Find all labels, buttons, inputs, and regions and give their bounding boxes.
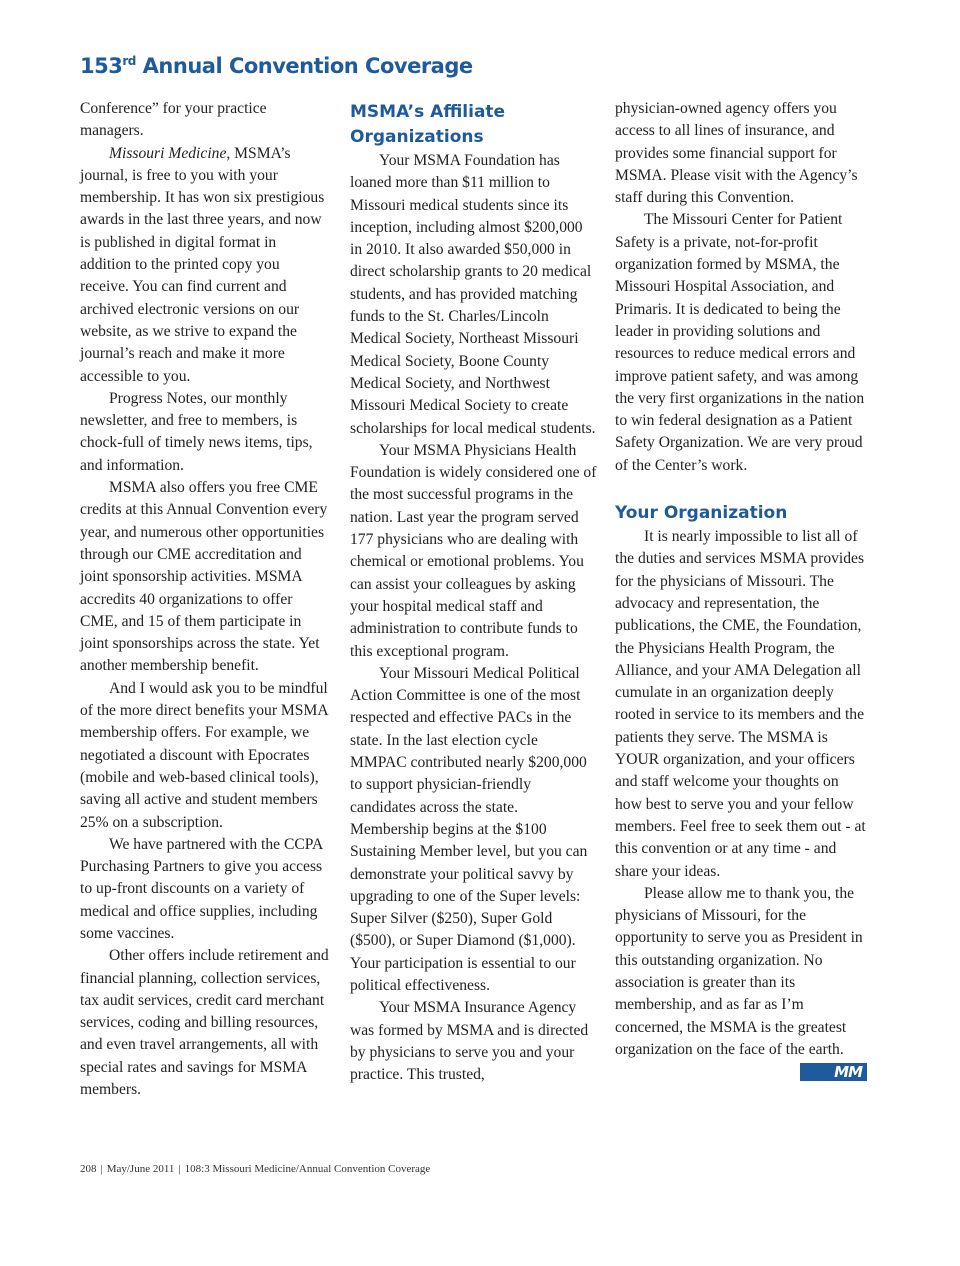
paragraph-text: , MSMA’s journal, is free to you with your membership. It has won six prestigious awards in the last three years, and now is published in digital format in addition to the printed copy you receive. You can find current and archived electronic versions on our website, as we strive to expand the journal’s reach and make it more accessible to you. <box>80 144 325 385</box>
title-number: 153 <box>80 54 123 78</box>
paragraph: Conference” for your practice managers. <box>80 100 267 140</box>
title-rest: Annual Convention Coverage <box>135 54 473 78</box>
paragraph <box>615 883 867 1082</box>
title-suffix: rd <box>122 54 136 68</box>
paragraph: Progress Notes, our monthly newsletter, and free to members, is chock-full of timely news items, tips, and information. <box>80 389 313 474</box>
page-number: 208 <box>80 1163 97 1175</box>
section-heading-affiliates: MSMA’s Affiliate Organizations <box>350 102 506 147</box>
paragraph: Your MSMA Physicians Health Foundation is widely considered one of the most successful programs in the nation. Last year the program served 177 physicians who are dealing with chemical or emotional problems. You can assist your colleagues by asking your hospital medical staff and administration to contribute funds to this exceptional program. <box>350 441 597 660</box>
paragraph: The Missouri Center for Patient Safety is a private, not-for-profit organization formed by MSMA, the Missouri Hospital Association, and Primaris. It is dedicated to being the leader in providing solutions and resources to reduce medical errors and improve patient safety, and was among the very first organizations in the nation to win federal designation as a Patient Safety Organization. We are very proud of the Center’s work. <box>615 211 865 474</box>
citation: 108:3 Missouri Medicine/Annual Convention Coverage <box>184 1163 431 1175</box>
paragraph: Your Missouri Medical Political Action Committee is one of the most respected and effective PACs in the state. In the last election cycle MMPAC contributed nearly $200,000 to support physician-friendly candidates across the state. Membership begins at the $100 Sustaining Member level, but you can demonstrate your political savvy by upgrading to one of the Super levels: Super Silver ($250), Super Gold ($500), or Super Diamond ($1,000). Your participation is essential to our political effectiveness. <box>350 664 588 994</box>
paragraph: physician-owned agency offers you access to all lines of insurance, and provides some financial support for MSMA. Please visit with the Agency’s staff during this Convention. <box>615 100 858 207</box>
footer-divider: | <box>100 1163 103 1175</box>
paragraph: We have partnered with the CCPA Purchasing Partners to give you access to up-front discounts on a variety of medical and office supplies, including some vaccines. <box>80 835 323 942</box>
page-footer <box>80 1163 430 1175</box>
paragraph: It is nearly impossible to list all of the duties and services MSMA provides for the physicians of Missouri. The advocacy and representation, the publications, the CME, the Foundation, the Physicians Health Program, the Alliance, and your AMA Delegation all cumulate in an organization deeply rooted in service to its members and the patients they serve. The MSMA is YOUR organization, and your officers and staff welcome your thoughts on how best to serve you and your fellow members. Feel free to seek them out - at this convention or at any time - and share your ideas. <box>615 528 866 880</box>
paragraph: And I would ask you to be mindful of the more direct benefits your MSMA membership offers. For example, we negotiated a discount with Epocrates (mobile and web-based clinical tools), saving all active and student members 25% on a subscription. <box>80 679 328 831</box>
paragraph <box>80 143 330 388</box>
paragraph: Your MSMA Foundation has loaned more than $11 million to Missouri medical students since its inception, including almost $200,000 in 2010. It also awarded $50,000 in direct scholarship grants to 20 medical students, and has provided matching funds to the St. Charles/Lincoln Medical Society, Northeast Missouri Medical Society, Boone County Medical Society, and Northwest Missouri Medical Society to create scholarships for local medical students. <box>350 152 596 437</box>
paragraph-text: Please allow me to thank you, the physicians of Missouri, for the opportunity to serve you as President in this outstanding organization. No association is greater than its membership, and as far as I’m concerned, the MSMA is the greatest organization on the face of the earth. <box>615 884 863 1058</box>
column-1 <box>80 98 330 1101</box>
section-heading-your-organization: Your Organization <box>615 503 788 524</box>
footer-divider: | <box>178 1163 181 1175</box>
paragraph: Other offers include retirement and financial planning, collection services, tax audit services, credit card merchant services, coding and billing resources, and even travel arrangements, all with special rates and savings for MSMA members. <box>80 947 329 1099</box>
journal-title: Missouri Medicine <box>109 144 227 162</box>
issue-date: May/June 2011 <box>106 1163 175 1175</box>
paragraph: Your MSMA Insurance Agency was formed by MSMA and is directed by physicians to serve you and your practice. This trusted, <box>350 999 589 1084</box>
mm-logo: MM <box>800 1063 867 1081</box>
paragraph: MSMA also offers you free CME credits at this Annual Convention every year, and numerous other opportunities through our CME accreditation and joint sponsorship activities. MSMA accredits 40 organizations to offer CME, and 15 of them participate in joint sponsorships across the state. Yet another membership benefit. <box>80 479 328 675</box>
page-title <box>80 54 473 78</box>
column-2 <box>350 98 598 1086</box>
column-3 <box>615 98 867 1081</box>
